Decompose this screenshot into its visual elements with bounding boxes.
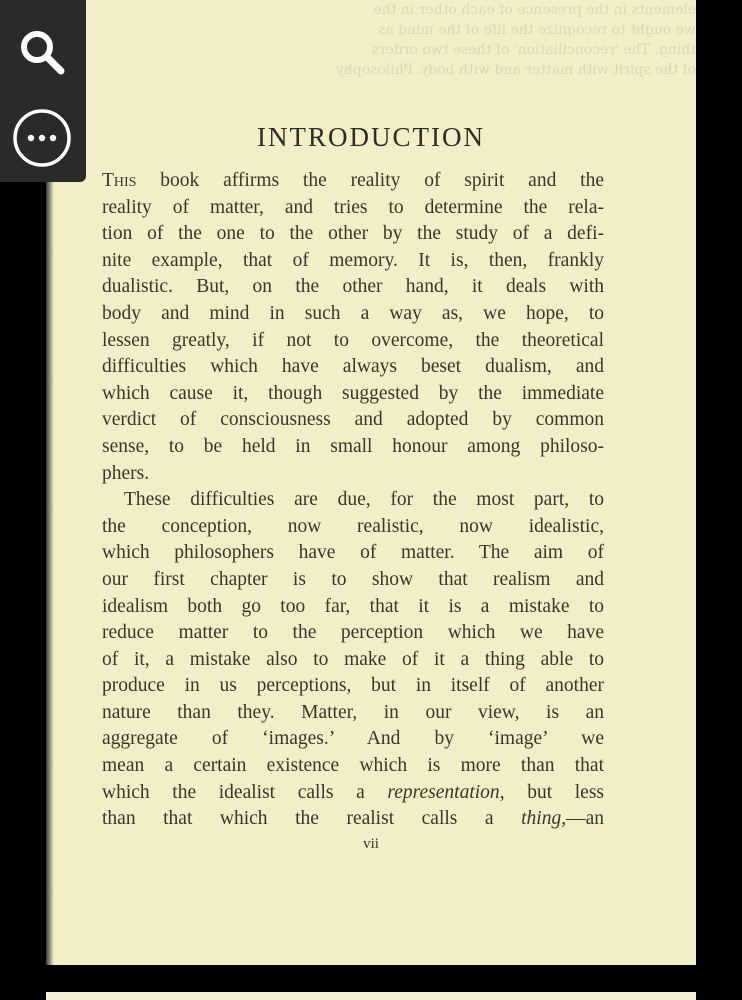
text-line: difficulties which have always beset dualism, and	[102, 356, 604, 378]
bleed-line: elements in the presence of each other in the	[373, 2, 696, 18]
reader-toolbar	[0, 0, 86, 182]
text-line: nature than they. Matter, in our view, is an	[102, 701, 604, 723]
text-line: aggregate of ‘images.’ And by ‘image’ we	[102, 728, 604, 750]
text-line: These difficulties are due, for the most part, to	[124, 489, 604, 511]
drop-word: This	[102, 170, 137, 191]
text-line: nite example, that of memory. It is, then, frankly	[102, 249, 604, 271]
text-line: sense, to be held in small honour among philoso-	[102, 435, 604, 457]
bleed-line: of the spirit with matter and with body. Philosophy	[335, 62, 696, 78]
text-line: produce in us perceptions, but in itself of another	[102, 675, 604, 697]
text-line: reduce matter to the perception which we have	[102, 622, 604, 644]
text-line: dualistic. But, on the other hand, it deals with	[102, 276, 604, 298]
next-page-edge[interactable]	[46, 992, 696, 1000]
bleed-line: thing. The 'reconciliation' of these two orders	[371, 42, 696, 58]
text-line: the conception, now realistic, now idealistic,	[102, 515, 604, 537]
text-line: This book affirms the reality of spirit and the	[102, 170, 604, 191]
page-title: INTRODUCTION	[257, 122, 485, 152]
page-body-text	[102, 168, 604, 833]
text-line: body and mind in such a way as, we hope, to	[102, 302, 604, 324]
text-line: tion of the one to the other by the study of a defi-	[102, 223, 604, 245]
emphasis-representation: representation	[387, 781, 500, 803]
text-line: phers.	[102, 462, 150, 484]
text-line: idealism both go too far, that it is a mistake to	[102, 595, 604, 617]
text-line: verdict of consciousness and adopted by common	[102, 409, 604, 431]
text-line: lessen greatly, if not to overcome, the theoretical	[102, 329, 604, 351]
text-line: than that which the realist calls a thing,—an	[102, 808, 604, 830]
search-button[interactable]	[12, 22, 72, 82]
bleed-line: we ought to recognize the life of the mind as	[378, 22, 696, 38]
reverse-page-bleed	[176, 0, 696, 105]
page-number: vii	[363, 836, 379, 852]
text-line: which philosophers have of matter. The aim of	[102, 542, 604, 564]
more-options-icon	[12, 108, 72, 168]
text-line: reality of matter, and tries to determine the rela-	[102, 196, 604, 218]
text-line: our first chapter is to show that realism and	[102, 568, 604, 590]
text-line: mean a certain existence which is more than that	[102, 755, 604, 777]
text-line: of it, a mistake also to make of it a thing able to	[102, 648, 604, 670]
text-line: which the idealist calls a representation, but less	[102, 781, 605, 803]
text-line: which cause it, though suggested by the immediate	[102, 382, 604, 404]
more-options-button[interactable]	[12, 108, 72, 168]
emphasis-thing: thing	[521, 808, 562, 830]
search-icon	[14, 24, 70, 80]
